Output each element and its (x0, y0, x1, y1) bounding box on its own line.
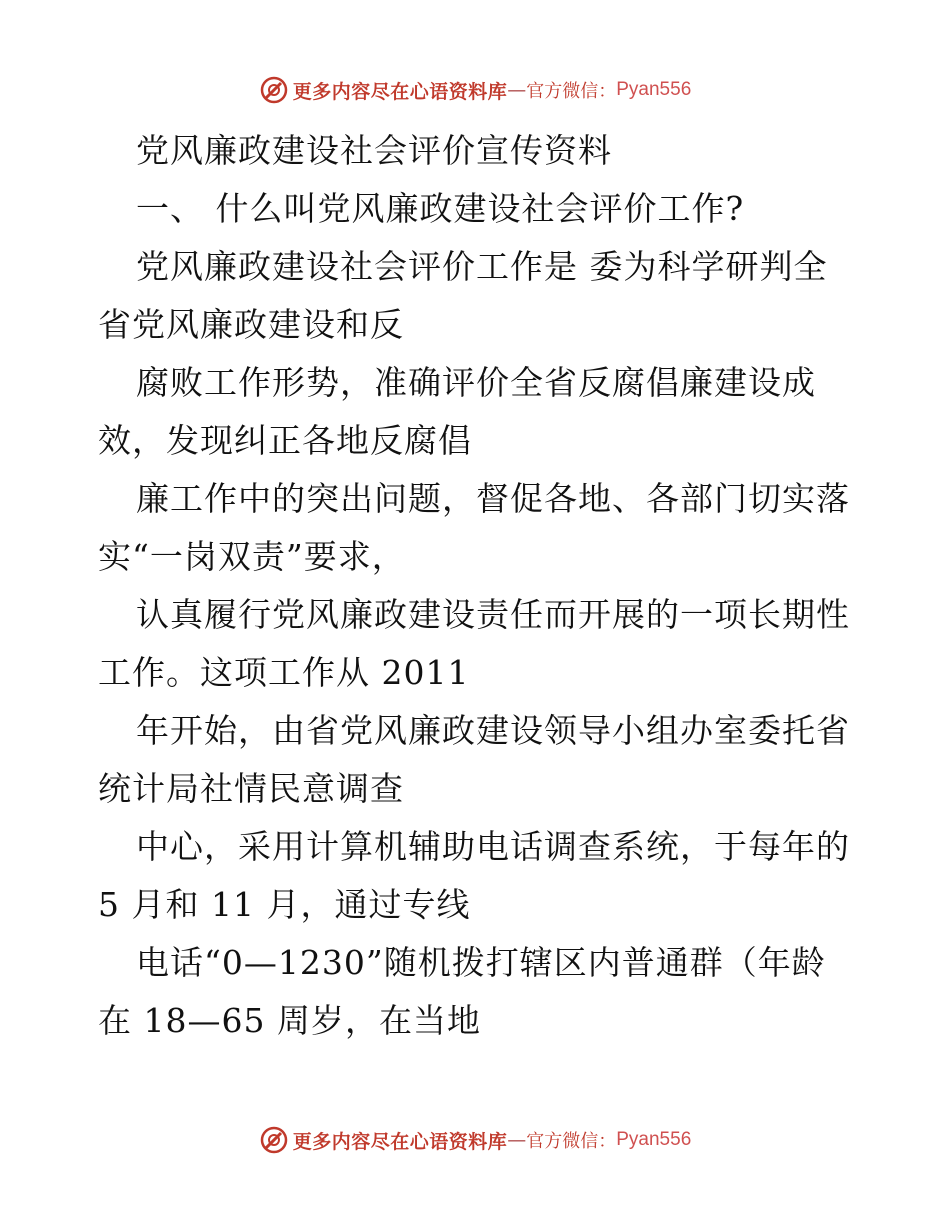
header-watermark (0, 70, 950, 110)
doc-title: 党风廉政建设社会评价宣传资料 (136, 131, 612, 170)
text-line: 认真履行党风廉政建设责任而开展的一项长期性 (136, 595, 850, 634)
watermark-separator: — (507, 1129, 527, 1151)
section-heading: 一、 什么叫党风廉政建设社会评价工作? (136, 189, 745, 228)
text-line: 在 18—65 周岁，在当地 (98, 1001, 481, 1040)
text-line: 腐败工作形势，准确评价全省反腐倡廉建设成 (136, 363, 816, 402)
text-line: 党风廉政建设社会评价工作是 委为科学研判全 (136, 247, 828, 286)
watermark-id: Pyan556 (616, 79, 692, 100)
text-line: 实“一岗双责”要求， (98, 537, 406, 576)
watermark-text: 更多内容尽在心语资料库 (292, 80, 508, 103)
text-line: 电话“0—1230”随机拨打辖区内普通群（年龄 (136, 943, 826, 982)
text-line: 效，发现纠正各地反腐倡 (98, 421, 472, 460)
logo-icon (259, 75, 289, 105)
watermark-official: 官方微信： (526, 81, 617, 102)
watermark-official: 官方微信： (526, 1131, 617, 1152)
text-line: 省党风廉政建设和反 (98, 305, 404, 344)
text-line: 统计局社情民意调查 (98, 769, 404, 808)
watermark-text: 更多内容尽在心语资料库 (292, 1130, 508, 1153)
text-line: 工作。这项工作从 2011 (98, 653, 470, 692)
text-line: 年开始，由省党风廉政建设领导小组办室委托省 (136, 711, 850, 750)
document-body (98, 122, 868, 1050)
watermark-id: Pyan556 (616, 1129, 692, 1150)
logo-icon (259, 1125, 289, 1155)
footer-watermark (0, 1120, 950, 1160)
text-line: 中心，采用计算机辅助电话调查系统，于每年的 (136, 827, 850, 866)
text-line: 5 月和 11 月，通过专线 (98, 885, 471, 924)
text-line: 廉工作中的突出问题，督促各地、各部门切实落 (136, 479, 850, 518)
watermark-separator: — (507, 79, 527, 101)
